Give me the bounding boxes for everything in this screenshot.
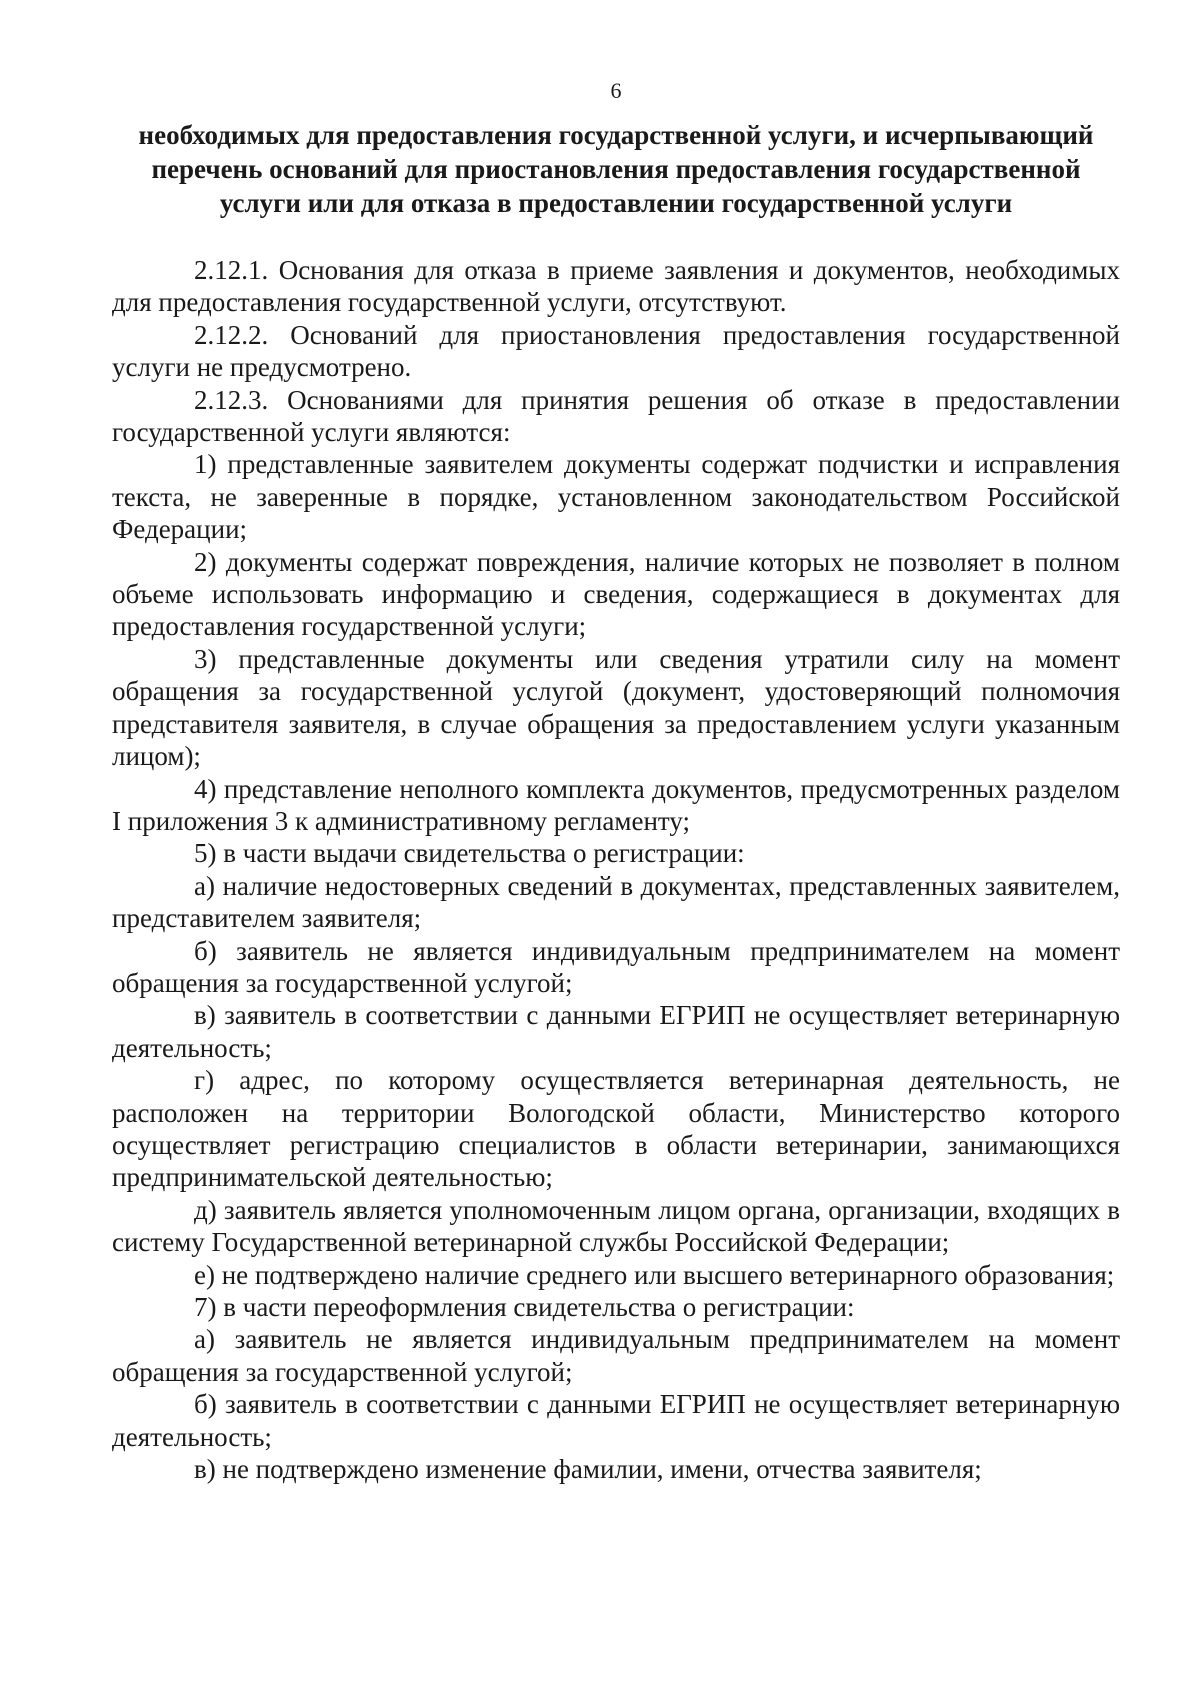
sub-item-5a: а) наличие недостоверных сведений в документах, представленных заявителем, представителем заявителя;	[112, 870, 1120, 934]
sub-item-5e: е) не подтверждено наличие среднего или высшего ветеринарного образования;	[194, 1259, 1115, 1290]
sub-item-7b: б) заявитель в соответствии с данными ЕГРИП не осуществляет ветеринарную деятельность;	[112, 1389, 1120, 1452]
document-page	[112, 78, 1120, 1485]
list-item-7: 7) в части переоформления свидетельства о регистрации:	[194, 1292, 855, 1322]
paragraph-2-12-1: 2.12.1. Основания для отказа в приеме заявления и документов, необходимых для предоставления государственной услуги, отсутствуют.	[112, 255, 1120, 318]
list-item-4: 4) представление неполного комплекта документов, предусмотренных разделом I приложения 3 к административному регламенту;	[112, 773, 1120, 836]
sub-item-5d: д) заявитель является уполномоченным лицом органа, организации, входящих в систему Государственной ветеринарной службы Российской Федерации;	[112, 1194, 1120, 1258]
page-number: 6	[610, 78, 622, 103]
sub-item-7a: а) заявитель не является индивидуальным предпринимателем на момент обращения за государственной услугой;	[112, 1324, 1120, 1387]
list-item-5: 5) в части выдачи свидетельства о регистрации:	[194, 838, 745, 869]
paragraph-2-12-2: 2.12.2. Оснований для приостановления предоставления государственной услуги не предусмотрено.	[112, 319, 1120, 383]
sub-item-5b: б) заявитель не является индивидуальным предпринимателем на момент обращения за государственной услугой;	[112, 935, 1120, 998]
sub-item-5v: в) заявитель в соответствии с данными ЕГРИП не осуществляет ветеринарную деятельность;	[112, 1000, 1120, 1063]
sub-item-7v: в) не подтверждено изменение фамилии, имени, отчества заявителя;	[194, 1454, 982, 1485]
list-item-3: 3) представленные документы или сведения утратили силу на момент обращения за государственной услугой (документ, удостоверяющий полномочия представителя заявителя, в случае обращения за предоставлением услуги указанным лицом);	[112, 643, 1120, 772]
sub-item-5g: г) адрес, по которому осуществляется ветеринарная деятельность, не расположен на территории Вологодской области, Министерство которого осуществляет регистрацию специалистов в области ветеринарии, занимающихся предпринимательской деятельностью;	[112, 1065, 1120, 1193]
paragraph-2-12-3: 2.12.3. Основаниями для принятия решения об отказе в предоставлении государственной услуги являются:	[112, 384, 1120, 448]
list-item-1: 1) представленные заявителем документы содержат подчистки и исправления текста, не заверенные в порядке, установленном законодательством Российской Федерации;	[112, 449, 1120, 545]
section-heading: необходимых для предоставления государственной услуги, и исчерпывающий перечень оснований для приостановления предоставления государственной услуги или для отказа в предоставлении государственной услуги	[138, 120, 1094, 218]
list-item-2: 2) документы содержат повреждения, наличие которых не позволяет в полном объеме использовать информацию и сведения, содержащиеся в документах для предоставления государственной услуги;	[112, 546, 1120, 642]
